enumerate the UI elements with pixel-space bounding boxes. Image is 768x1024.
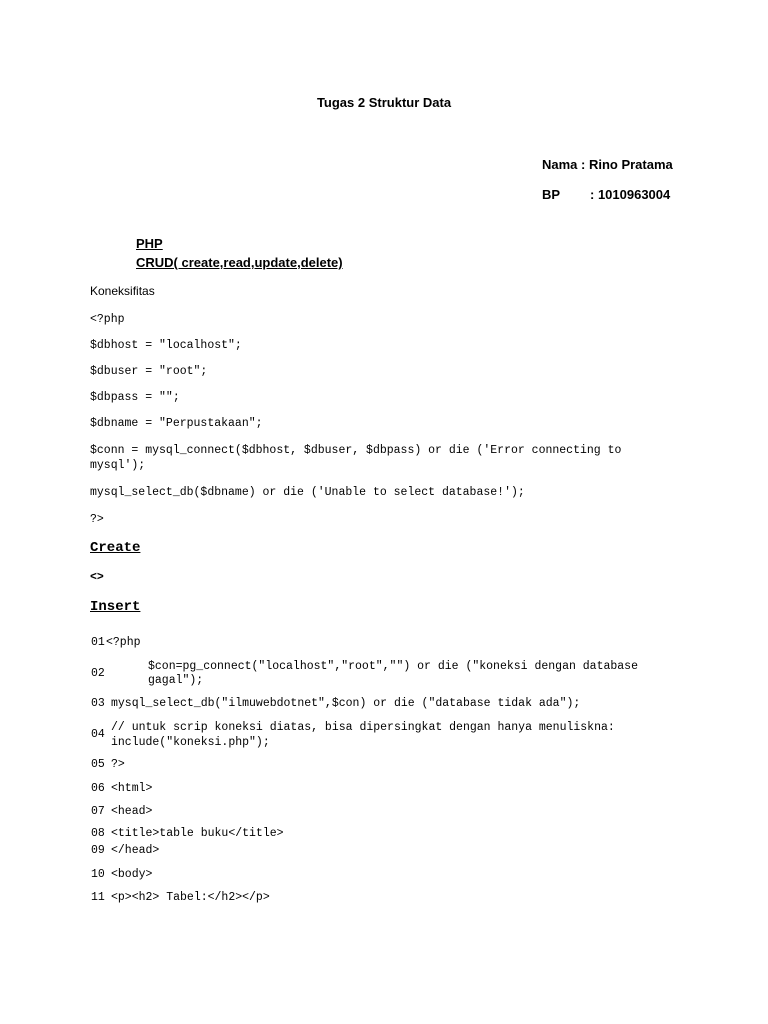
code-line: $con=pg_connect("localhost","root","") or die ("koneksi dengan database <box>148 660 638 673</box>
line-number: 10 <box>91 868 105 881</box>
code-line: </head> <box>111 844 160 857</box>
code-line: <head> <box>111 805 153 818</box>
code-line: ?> <box>111 758 125 771</box>
line-number: 11 <box>91 891 105 904</box>
line-number: 08 <box>91 827 105 840</box>
code-line: <p><h2> Tabel:</h2></p> <box>111 891 270 904</box>
code-line: mysql_select_db($dbname) or die ('Unable to select database!'); <box>90 486 525 499</box>
code-line: <?php <box>90 313 125 326</box>
code-line: mysql'); <box>90 459 146 472</box>
code-line: <?php <box>106 636 141 649</box>
create-heading: Create <box>90 540 141 556</box>
line-number: 05 <box>91 758 105 771</box>
koneksi-label: Koneksifitas <box>90 284 155 298</box>
code-line: <body> <box>111 868 153 881</box>
code-line: $conn = mysql_connect($dbhost, $dbuser, $dbpass) or die ('Error connecting to <box>90 444 622 457</box>
topic-php: PHP <box>136 236 163 251</box>
insert-heading: Insert <box>90 599 141 615</box>
line-number: 01 <box>91 636 105 649</box>
code-line: $dbuser = "root"; <box>90 365 208 378</box>
code-line: // untuk scrip koneksi diatas, bisa dipersingkat dengan hanya menuliskna: <box>111 721 615 734</box>
bp-label: BP <box>542 187 561 202</box>
line-number: 03 <box>91 697 105 710</box>
bp-value: : 1010963004 <box>590 187 671 202</box>
code-line: <title>table buku</title> <box>111 827 284 840</box>
line-number: 06 <box>91 782 105 795</box>
student-name: Nama : Rino Pratama <box>542 157 673 172</box>
document-title: Tugas 2 Struktur Data <box>316 95 452 110</box>
topic-crud: CRUD( create,read,update,delete) <box>136 255 343 270</box>
line-number: 09 <box>91 844 105 857</box>
code-line: gagal"); <box>148 674 204 687</box>
code-line: mysql_select_db("ilmuwebdotnet",$con) or die ("database tidak ada"); <box>111 697 581 710</box>
line-number: 04 <box>91 728 105 741</box>
code-line: $dbhost = "localhost"; <box>90 339 242 352</box>
code-line: $dbname = "Perpustakaan"; <box>90 417 263 430</box>
code-line: <html> <box>111 782 153 795</box>
code-line: ?> <box>90 513 104 526</box>
line-number: 02 <box>91 667 105 680</box>
code-line: $dbpass = ""; <box>90 391 180 404</box>
create-code: <> <box>90 571 104 584</box>
code-line: include("koneksi.php"); <box>111 736 270 749</box>
line-number: 07 <box>91 805 105 818</box>
